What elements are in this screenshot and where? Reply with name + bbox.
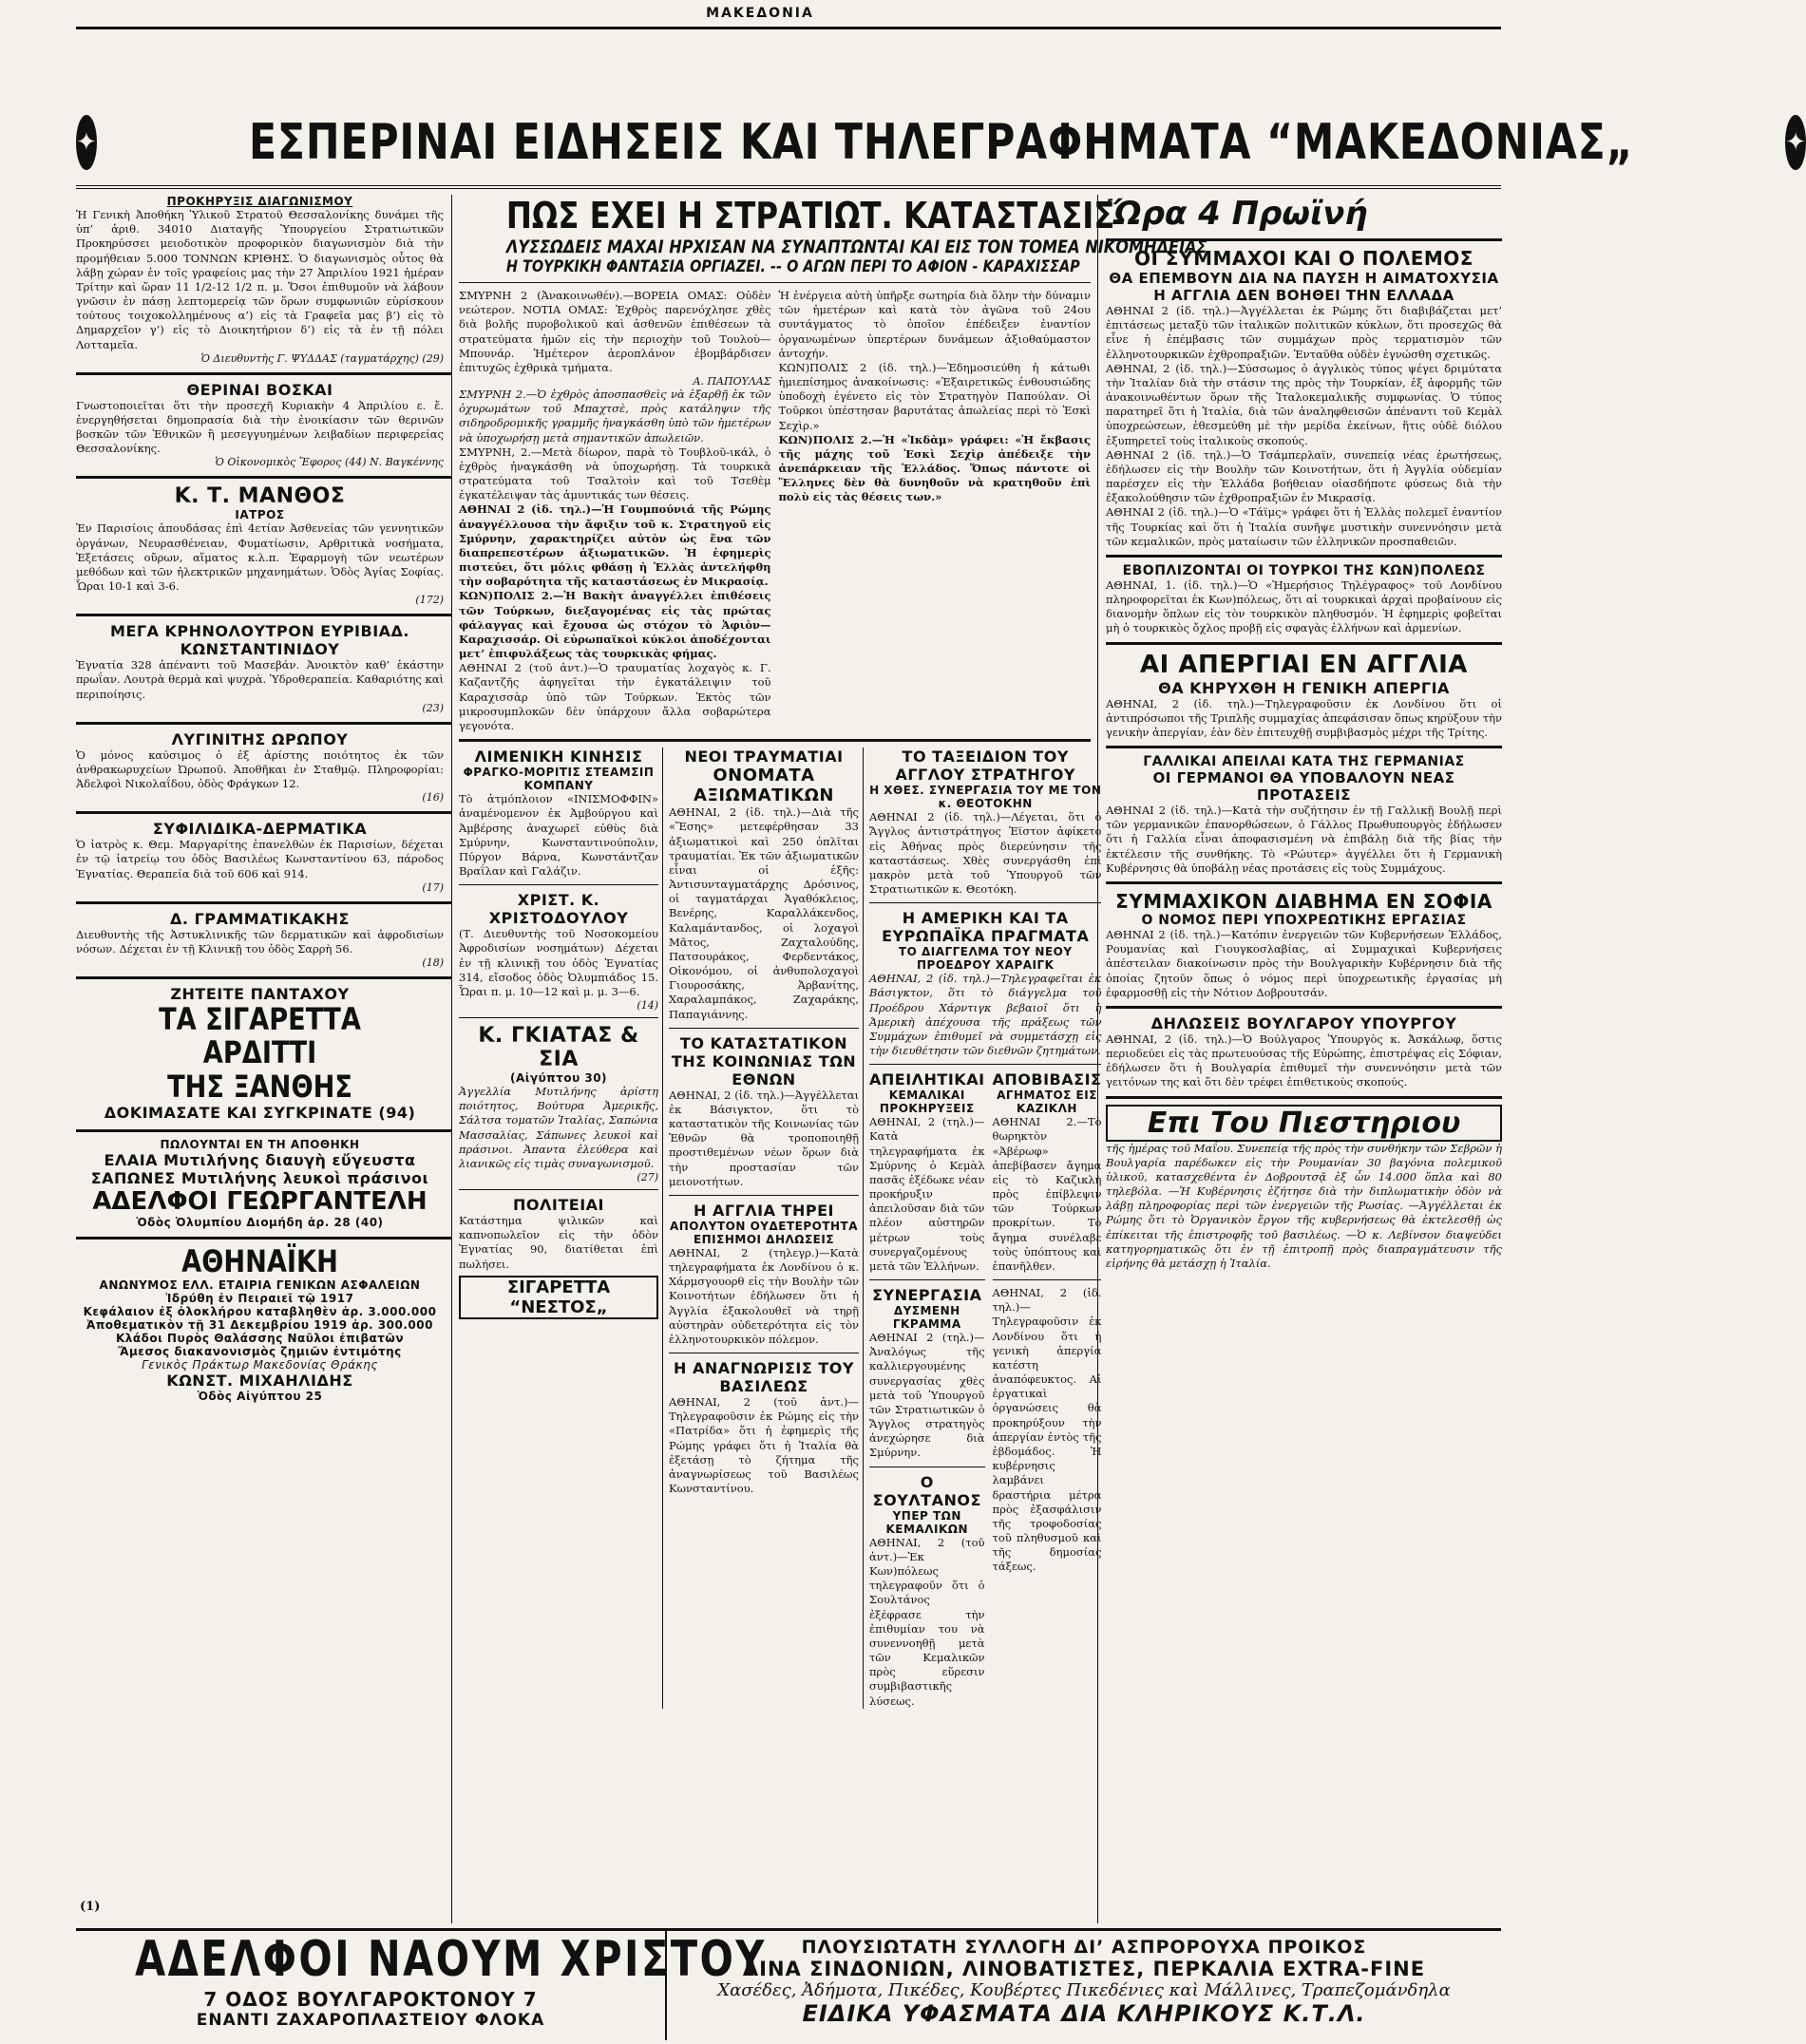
cig-l3: ΔΟΚΙΜΑΣΑΤΕ ΚΑΙ ΣΥΓΚΡΙΝΑΤΕ (94) — [104, 1103, 416, 1122]
olive-addr: Ὁδὸς Ὀλυμπίου Διομήδη ἀρ. 28 (40) — [136, 1215, 384, 1229]
masthead: ΜΑΚΕΔΟΝΙΑ — [706, 6, 814, 21]
syphilis-body: Ὁ ἰατρὸς κ. Θεμ. Μαργαρίτης ἐπανελθὼν ἐκ Παρισίων, δέχεται ἐν τῷ ἰατρείῳ του ὁδὸς Βασιλέως Κωνσταντίνου 63, πάροδος Ἐγνατίας. Θεραπεία διὰ τοῦ 606 καὶ 914. — [76, 838, 444, 880]
notice-body: Ἡ Γενικὴ Ἀποθήκη Ὑλικοῦ Στρατοῦ Θεσσαλονίκης δυνάμει τῆς ὑπ’ ἀριθ. 34010 Διαταγῆς Ὑπουργείου Στρατιωτικῶν Προκηρύσσει μειοδοτικὸν προφορικὸν διαγωνισμὸν διὰ τὴν προμήθειαν 5.000 ΤΟΝΝΩΝ ΚΡΙΘΗΣ. Ὁ διαγωνισμὸς οὗτος θὰ λάβῃ χώραν ἐν τοῖς γραφείοις μας τὴν 27 Ἀπριλίου 1921 ἡμέραν Τρίτην καὶ ὥραν 11 1/2-12 1/2 π. μ. Ὅσοι ἐπιθυμοῦν νὰ λάβουν γνῶσιν ἐν πάσῃ λεπτομερείᾳ τῶν ὅρων συμφωνιῶν εὑρίσκουν τούτους τοιχοκολλημένους α’) εἰς τὰ Γραφεῖα μας β’) εἰς τὸ Δημαρχεῖον γ’) εἰς τὸ Διοικητήριον δ’) εἰς τὰ ἐν τῇ πόλει Λοτταμεῖα. — [76, 208, 444, 351]
ktiatas-place: (Αἰγύπτου 30) — [509, 1071, 608, 1086]
bulgarian-body: ΑΘΗΝΑΙ, 2 (ἰδ. τηλ.)—Ὁ Βούλγαρος Ὑπουργὸς κ. Ἀσκάλωφ, ὅστις περιοδεύει εἰς τὰς πρωτευούσας τῆς Εὐρώπης, ἐπιστρέψας εἰς Σόφιαν, ἐδήλωσεν ὅτι ἡ Βουλγαρία ἐπιθυμεῖ τὴν συνεννόησιν μετὰ τῶν γειτόνων της καὶ ὅτι δὲν τρέφει ἐπιθετικοὺς σκοπούς. — [1106, 1031, 1502, 1089]
england-body: ΑΘΗΝΑΙ, 2 (τηλεγρ.)—Κατὰ τηλεγραφήματα ἐκ Λονδίνου ὁ κ. Χάρμσγουορθ εἰς τὴν Βουλὴν τῶν Κοινοτήτων ἐδήλωσεν ὅτι ἡ Ἀγγλία ἐξακολουθεῖ νὰ τηρῇ αὐστηρὰν οὐδετερότητα εἰς τὸν ἑλληνοτουρκικὸν πόλεμον. — [669, 1245, 859, 1346]
war-p4: ΑΘΗΝΑΙ 2 (ἰδ. τηλ.)—Ὁ «Τάϊμς» γράφει ὅτι ἡ Ἑλλὰς πολεμεῖ ἐναντίον τῆς Τουρκίας καὶ ὅτι ἡ Ἰταλία συνῆψε μυστικὴν συνεννόησιν μετὰ τῶν κεμαλικῶν, πρὸς ματαίωσιν τῶν ἑλληνικῶν προσπαθειῶν. — [1106, 505, 1502, 548]
war-p3: ΑΘΗΝΑΙ 2 (ἰδ. τηλ.)—Ὁ Τσάμπερλαϊν, συνεπείᾳ νέας ἐρωτήσεως, ἐδήλωσεν εἰς τὴν Βουλὴν τῶν Κοινοτήτων, ὅτι ἡ Ἀγγλία οὐδεμίαν παρέσχεν εἰς τὴν Ἑλλάδα βοήθειαν οἰασδήποτε φύσεως διὰ τὴν ἐξακολούθησιν τῶν ἐχθροπραξιῶν ἐν Μικρασίᾳ. — [1106, 447, 1502, 505]
notice-heading: ΠΡΟΚΗΡΥΞΙΣ ΔΙΑΓΩΝΙΣΜΟΥ — [166, 195, 353, 208]
olive-top: ΠΩΛΟΥΝΤΑΙ ΕΝ ΤΗ ΑΠΟΘΗΚΗ — [160, 1137, 360, 1151]
lower-col-2 — [669, 748, 864, 1709]
athinaiki-capital: Κεφάλαιον ἐξ ὁλοκλήρου καταβληθὲν ἀρ. 3.000.000 — [83, 1304, 437, 1318]
harbor-title: ΛΙΜΕΝΙΚΗ ΚΙΝΗΣΙΣ — [474, 748, 643, 766]
hydro-ad — [76, 622, 451, 714]
kemal-body: ΑΘΗΝΑΙ, 2 (τηλ.)—Κατὰ τηλεγραφήματα ἐκ Σμύρνης ὁ Κεμὰλ πασᾶς ἐξέδωκε νέαν προκήρυξιν ἀπειλοῦσαν διὰ τῶν πλέον αὐστηρῶν μέτρων τοὺς συνεργαζομένους μετὰ τῶν Ἑλλήνων. — [869, 1115, 985, 1273]
banner-title: ΕΣΠΕΡΙΝΑΙ ΕΙΔΗΣΕΙΣ ΚΑΙ ΤΗΛΕΓΡΑΦΗΜΑΤΑ “ΜΑΚΕΔΟΝΙΑΣ„ — [248, 114, 1634, 171]
footer-right — [667, 1931, 1501, 2040]
oropos-body: Ὁ μόνος καύσιμος ὁ ἐξ ἀρίστης ποιότητος ἐκ τῶν ἀνθρακωρυχείων Ὠρωποῦ. Ἀποθῆκαι ἐν Σταθμῷ. Πληροφορίαι: Ἀδελφοὶ Νικολαΐδου, ὁδὸς Φράγκων 12. — [76, 748, 444, 791]
footer-left-sub: ΕΝΑΝΤΙ ΖΑΧΑΡΟΠΛΑΣΤΕΙΟΥ ΦΛΟΚΑ — [196, 2011, 545, 2030]
press-title: Επι Του Πιεστηριου — [1106, 1105, 1502, 1142]
manthos-ad — [76, 484, 451, 606]
apovivasis-title: ΑΠΟΒΙΒΑΣΙΣ — [992, 1070, 1102, 1089]
athinaiki-addr: Ὁδὸς Αἰγύπτου 25 — [197, 1389, 323, 1403]
olive-l1: ΕΛΑΙΑ Μυτιλήνης διαυγὴ εὔγευστα — [104, 1150, 416, 1169]
manthos-num: (172) — [415, 594, 444, 607]
footer-left — [76, 1931, 767, 2040]
england-sub2: ΕΠΙΣΗΜΟΙ ΔΗΛΩΣΕΙΣ — [693, 1232, 835, 1246]
athinaiki-sub: ΑΝΩΝΥΜΟΣ ΕΛΛ. ΕΤΑΙΡΙΑ ΓΕΝΙΚΩΝ ΑΣΦΑΛΕΙΩΝ — [99, 1278, 421, 1292]
center-lower — [459, 748, 1102, 1709]
oropos-num: (16) — [422, 791, 444, 804]
apovivasis-sub: ΑΓΗΜΑΤΟΣ ΕΙΣ ΚΑΖΙΚΛΗ — [997, 1088, 1097, 1116]
syphilis-num: (17) — [422, 880, 444, 894]
banner — [76, 100, 1806, 189]
america-title: Η ΑΜΕΡΙΚΗ ΚΑΙ ΤΑ ΕΥΡΩΠΑΪΚΑ ΠΡΑΓΜΑΤΑ — [882, 909, 1090, 946]
center-sub2: Η ΤΟΥΡΚΙΚΗ ΦΑΝΤΑΣΙΑ ΟΡΓΙΑΖΕΙ. -- Ο ΑΓΩΝ ΠΕΡΙ ΤΟ ΑΦΙΟΝ - ΚΑΡΑΧΙΣΣΑΡ — [505, 257, 1080, 276]
ktiatas-body: Ἀγγελλία Μυτιλήνης ἀρίστη ποιότητος, Βούτυρα Ἀμερικῆς, Σάλτσα τοματῶν Ἰταλίας, Σαπώνια Μασσαλίας, Σάπωνες λευκοὶ καὶ πράσινοι. Ἀπαντα ἐλεύθερα καὶ λιανικῶς εἰς τιμὰς συναγωνισμοῦ. — [459, 1085, 658, 1170]
sultan-title: Ο ΣΟΥΛΤΑΝΟΣ — [872, 1472, 981, 1509]
polit-cig: ΣΙΓΑΡΕΤΤΑ “ΝΕΣΤΟΣ„ — [459, 1276, 658, 1319]
sofia-body: ΑΘΗΝΑΙ 2 (ἰδ. τηλ.)—Κατόπιν ἐνεργειῶν τῶν Κυβερνήσεων Ἑλλάδος, Ρουμανίας καὶ Γιουγκοσλαβίας, αἱ Συμμαχικαὶ Κυβερνήσεις ἀπέστειλαν διακοίνωσιν πρὸς τὴν Βουλγαρικὴν Κυβέρνησιν διὰ τῆς ὁποίας ζητοῦν ὅπως ὁ νόμος περὶ ὑποχρεωτικῆς ἐργασίας μὴ ἐφαρμοσθῇ εἰς τὴν Νότιον Δοβρουτσάν. — [1106, 927, 1502, 999]
col-left-text: ΣΜΥΡΝΗ, 2.—Μετὰ δίωρον, παρὰ τὸ Τουβλοῦ-ικάλ, ὁ ἐχθρὸς ἠναγκάσθη νὰ ὑποχωρήσῃ. Τὰ τουρκικὰ στρατεύματα τοῦ Τσαλτοὶν καὶ τοῦ Τσεθὲμ ἐγκατέλειψαν τὰς ἀμυντικάς των θέσεις. — [459, 445, 771, 502]
mini-two — [869, 1070, 1101, 1709]
strikes-title: ΑΙ ΑΠΕΡΓΙΑΙ ΕΝ ΑΓΓΛΙΑ — [1140, 650, 1468, 679]
strikes-sub: ΘΑ ΚΗΡΥΧΘΗ Η ΓΕΝΙΚΗ ΑΠΕΡΓΙΑ — [1158, 678, 1450, 697]
athinaiki-ad — [76, 1242, 451, 1403]
gramm-title: Δ. ΓΡΑΜΜΑΤΙΚΑΚΗΣ — [170, 909, 350, 928]
footer-right-l1: ΠΛΟΥΣΙΩΤΑΤΗ ΣΥΛΛΟΓΗ ΔΙ’ ΑΣΠΡΟΡΟΥΧΑ ΠΡΟΙΚΟΣ — [801, 1937, 1367, 1958]
center-column — [459, 195, 1207, 1923]
pastures-section — [76, 381, 451, 469]
emblem-right-icon: ✦ — [1785, 115, 1806, 170]
hydro-title: ΜΕΓΑ ΚΡΗΝΟΛΟΥΤΡΟΝ ΕΥΡΙΒΙΑΔ. ΚΩΝΣΤΑΝΤΙΝΙΔΟΥ — [110, 622, 409, 659]
right-column — [1097, 195, 1502, 1923]
athinaiki-title: ΑΘΗΝΑΪΚΗ — [181, 1242, 338, 1279]
bulgarian-title: ΔΗΛΩΣΕΙΣ ΒΟΥΛΓΑΡΟΥ ΥΠΟΥΡΓΟΥ — [1150, 1013, 1457, 1032]
footer-right-l3: Χασέδες, Ἀδήμοτα, Πικέδες, Κουβέρτες Πικεδένιες καὶ Μάλλινες, Τραπεζομάνδηλα — [717, 1980, 1451, 2000]
honors-body: ΑΘΗΝΑΙ, 2 (τοῦ ἀντ.)—Τηλεγραφοῦσιν ἐκ Ρώμης εἰς τὴν «Πατρίδα» ὅτι ἡ ἐφημερὶς τῆς Ρώμης γράφει ὅτι ἡ Ἰταλία θὰ ἐξετάσῃ τὸ ζήτημα τῆς ἀναγνωρίσεως τοῦ Βασιλέως Κωνσταντίνου. — [669, 1395, 859, 1496]
hour-title: Ὥρα 4 Πρωϊνή — [1106, 195, 1368, 233]
footer-ad — [76, 1928, 1501, 2040]
hydro-num: (23) — [422, 701, 444, 714]
athinaiki-branches: Κλάδοι Πυρὸς Θαλάσσης Ναῦλοι ἐπιβατῶν — [115, 1331, 405, 1345]
coop-sub: ΔΥΣΜΕΝΗ ΓΚΡΑΜΜΑ — [892, 1304, 961, 1332]
syphilis-ad — [76, 820, 451, 894]
lower-col-1 — [459, 748, 663, 1709]
cig-ask: ΖΗΤΕΙΤΕ ΠΑΝΤΑΧΟΥ — [170, 985, 350, 1004]
center-main-story — [459, 289, 1091, 733]
england-sub: ΑΠΟΛΥΤΟΝ ΟΥΔΕΤΕΡΟΤΗΤΑ — [669, 1219, 859, 1233]
manthos-body: Ἐν Παρισίοις ἀπουδάσας ἐπὶ 4ετίαν Ἀσθενείας τῶν γεννητικῶν ὀργάνων, Νευρασθένειαν, Φυματίωσιν, Αρθριτικὰ νοσήματα, Ἐξετάσεις οὔρων, αἵματος κ.λ.π. Ἐφαρμογὴ τῶν νεωτέρων μεθόδων καὶ τῶν ἠλεκτρικῶν μηχανημάτων. Ὁδὸς Ἀγίας Σοφίας. Ὧραι 10-1 καὶ 3-6. — [76, 521, 444, 594]
para7: ΚΩΝ)ΠΟΛΙΣ 2.—Ἡ «Ἰκδὰμ» γράφει: «Ἡ ἔκβασις τῆς μάχης τοῦ Ἐσκὶ Σεχὶρ ἀπέδειξε τὴν ἀνεπάρκειαν τῆς Ἑλλάδος. Ὅπως πάντοτε οἱ Ἕλληνες δὲν θὰ δυνηθοῦν νὰ κρατηθοῦν ἐπὶ πολὺ εἰς τὰς θέσεις των.» — [778, 432, 1091, 504]
athinaiki-claims: Ἄμεσος διακανονισμὸς ζημιῶν ἐντιμότης — [118, 1344, 402, 1358]
wounded-body: ΑΘΗΝΑΙ, 2 (ἰδ. τηλ.)—Διὰ τῆς «Ἕσης» μετεφέρθησαν 33 ἀξιωματικοὶ καὶ 250 ὁπλῖται τραυματίαι. Ἐκ τῶν ἀξιωματικῶν εἶναι οἱ ἑξῆς: Ἀντισυνταγματάρχης Δρόσινος, οἱ ταγματάρχαι Ἀγαθόκλειος, Βενέρης, Καραλλάκενδος, Καλαμάντανδος, οἱ λοχαγοὶ Μᾶτος, Ζαχταλούδης, Πατσουράκος, Φερδεντάκος, Οἰκονόμου, οἱ ἀνθυπολοχαγοὶ Γιουροσάκης, Ἀρβανίτης, Χαραλαμπάκος, Ζαχαράκης, Παπαγιάννης. — [669, 805, 859, 1021]
coop-title: ΣΥΝΕΡΓΑΣΙΑ — [872, 1286, 982, 1305]
war-title: ΟΙ ΣΥΜΜΑΧΟΙ ΚΑΙ Ο ΠΟΛΕΜΟΣ — [1134, 247, 1473, 270]
olive-brand: ΑΔΕΛΦΟΙ ΓΕΩΡΓΑΝΤΕΛΗ — [92, 1186, 428, 1216]
oropos-ad — [76, 730, 451, 804]
gramm-ad — [76, 910, 451, 969]
ktiatas-num: (27) — [637, 1171, 658, 1184]
para3: ΑΘΗΝΑΙ 2 (ἰδ. τηλ.)—Ἡ Γουμπούνιά τῆς Ρώμης ἀναγγέλλουσα τὴν ἄφιξιν τοῦ κ. Στρατηγοῦ εἰς Σμύρνην, χαρακτηρίζει αὐτὸν ὡς ἕνα τῶν διαπρεπεστέρων ἀξιωματικῶν. Ἡ ἐφημερὶς πιστεύει, ὅτι μόλις φθάσῃ ἡ Ἑλλὰς ἀντελήφθη τὴν σοβαρότητα τῆς καταστάσεως ἐν Μικρασίᾳ. — [459, 502, 771, 589]
pastures-body: Γνωστοποιεῖται ὅτι τὴν προσεχῆ Κυριακὴν 4 Ἀπριλίου ε. ἔ. ἐνεργηθήσεται δημοπρασία διὰ τὴν ἐνοικίασιν τῶν θερινῶν βοσκῶν τῶν Ἐθνικῶν ἢ μεσεγγυημένων λειβαδίων περιφερείας Θεσσαλονίκης. — [76, 398, 444, 456]
polit-body: Κατάστημα ψιλικῶν καὶ καπνοπωλεῖον εἰς τὴν ὁδὸν Ἐγνατίας 90, διατίθεται ἐπὶ πωλήσει. — [459, 1214, 658, 1271]
harbor-agentbody: (Τ. Διευθυντὴς τοῦ Νοσοκομείου Ἀφροδισίων νοσημάτων) Δέχεται ἐν τῇ κλινικῇ του ὁδὸς Ἐγνατίας 314, εἴσοδος ὁδὸς Ὀλυμπιάδος 15. Ὧραι π. μ. 10—12 καὶ μ. μ. 3—6. — [459, 927, 658, 998]
strike-more: ΑΘΗΝΑΙ, 2 (ἰδ. τηλ.)—Τηλεγραφοῦσιν ἐκ Λονδίνου ὅτι ἡ γενικὴ ἀπεργία κατέστη ἀναπόφευκτος. Αἱ ἐργατικαὶ ὀργανώσεις θὰ προκηρύξουν τὴν ἀπεργίαν ἐντὸς τῆς ἑβδομάδος. Ἡ κυβέρνησις λαμβάνει δραστήρια μέτρα πρὸς ἐξασφάλισιν τῆς τροφοδοσίας τοῦ πληθυσμοῦ καὶ τῆς δημοσίας τάξεως. — [992, 1286, 1102, 1574]
footer-right-l4: ΕΙΔΙΚΑ ΥΦΑΣΜΑΤΑ ΔΙΑ ΚΛΗΡΙΚΟΥΣ Κ.Τ.Λ. — [802, 2000, 1366, 2027]
center-headline: ΠΩΣ ΕΧΕΙ Η ΣΤΡΑΤΙΩΤ. ΚΑΤΑΣΤΑΣΙΣ — [505, 195, 1115, 237]
cig-l2: ΤΗΣ ΞΑΝΘΗΣ — [167, 1068, 352, 1105]
top-rule — [76, 27, 1501, 29]
hydro-body: Ἐγνατία 328 ἀπέναντι τοῦ Μασεβάν. Ἀνοικτὸν καθ’ ἑκάστην πρωΐαν. Λουτρὰ θερμὰ καὶ ψυχρὰ. Ὑδροθεραπεία. Καθαριότης καὶ περιποίησις. — [76, 658, 444, 701]
kpoli-body: ΑΘΗΝΑΙ, 1. (ἰδ. τηλ.)—Ὁ «Ἡμερήσιος Τηλέγραφος» τοῦ Λονδίνου πληροφορεῖται ἐκ Κων)πόλεως, ὅτι αἱ τουρκικαὶ ἀρχαὶ προβαίνουν εἰς διανομὴν ὅπλων εἰς τὸν τουρκικὸν πληθυσμόν. Ἡ ἐφημερὶς φοβεῖται μὴ ὁ τουρκικὸς ὄχλος προβῇ εἰς σφαγὰς ἑλλήνων καὶ ἀρμενίων. — [1106, 577, 1502, 635]
apovivasis-body: ΑΘΗΝΑΙ 2.—Τὸ θωρηκτὸν «Ἀβέρωφ» ἀπεβίβασεν ἄγημα εἰς τὸ Καζικλὴ πρὸς ἐπίβλεψιν τῶν Τούρκων προκρίτων. Τὸ ἄγημα συνέλαβε τοὺς ὑπόπτους καὶ ἐπανῆλθεν. — [992, 1115, 1102, 1273]
emblem-left-icon: ✦ — [76, 115, 97, 170]
col-right-text: Ἡ ἐνέργεια αὐτὴ ὑπῆρξε σωτηρία διὰ ὅλην τὴν δύναμιν τῶν ἡμετέρων καὶ κατὰ τὸν ἀγῶνα τοῦ 24ου συντάγματος τὸ ὁποῖον ἐπέδειξεν ἐναντίον ὀργανωμένων ὑπερτέρων δυνάμεων ἀξιοθαύμαστον ἀντοχήν. — [778, 289, 1091, 360]
para1: ΣΜΥΡΝΗ 2 (Ἀνακοινωθέν).—ΒΟΡΕΙΑ ΟΜΑΣ: Οὐδὲν νεώτερον. ΝΟΤΙΑ ΟΜΑΣ: Ἐχθρὸς παρενόχλησε χθὲς διὰ βολῆς πυροβολικοῦ καὶ ἀσθενῶν ἐπιθέσεων τὰ στρατεύματα ἡμῶν εἰς τὴν περιοχὴν τοῦ Τουλοὺ—Μπουνάρ. Ἡμέτερον ἀεροπλάνον ἐβομβάρδισεν ἐπιτυχῶς ἐχθρικὰ τμήματα. — [459, 289, 771, 374]
ktiatas-title: Κ. ΓΚΙΑΤΑΣ & ΣΙΑ — [478, 1024, 639, 1072]
oropos-title: ΛΥΓΙΝΙΤΗΣ ΩΡΩΠΟΥ — [171, 729, 349, 748]
general-body: ΑΘΗΝΑΙ 2 (ἰδ. τηλ.)—Λέγεται, ὅτι ὁ Ἄγγλος ἀντιστράτηγος Ἐϊστον ἀφίκετο εἰς Ἀθήνας πρὸς διερεύνησιν τῆς καταστάσεως. Χθὲς συνεργάσθη ἐπὶ μακρὸν μετὰ τοῦ Ὑπουργοῦ τῶν Στρατιωτικῶν κ. Θεοτόκη. — [869, 810, 1102, 897]
notice-section — [76, 195, 451, 365]
germany-body: ΑΘΗΝΑΙ 2 (ἰδ. τηλ.)—Κατὰ τὴν συζήτησιν ἐν τῇ Γαλλικῇ Βουλῇ περὶ τῶν γερμανικῶν ἐπανορθώσεων, ὁ Γάλλος Πρωθυπουργὸς ἐδήλωσεν ὅτι ἡ Γαλλία εἶναι ἀποφασισμένη νὰ ἐπιβάλῃ διὰ τῆς βίας τὴν ἐκτέλεσιν τῆς συνθήκης. Τὸ «Ρώυτερ» ἀγγέλλει ὅτι ἡ Γερμανικὴ Κυβέρνησις θὰ ὑποβάλῃ νέας προτάσεις εἰς τοὺς Συμμάχους. — [1106, 804, 1502, 875]
press-body: τῆς ἡμέρας τοῦ Μαΐου. Συνεπείᾳ τῆς πρὸς τὴν συνθήκην τῶν Σεβρῶν ἡ Βουλγαρία παρέδωκεν εἰς τὴν Ρουμανίαν 30 βαγόνια πολεμικοῦ ὑλικοῦ, κατασχεθέντα ἐν Δοβρουτσᾷ ἐξ ὧν 14.000 ὅπλα καὶ 80 τηλεβόλα. —Ἡ Κυβέρνησις ἐζήτησε διὰ τὴν διπλωματικὴν ὁδὸν νὰ λάβῃ πληροφορίας περὶ τῶν ἐνεργειῶν τῆς Ρωσίας. —Ἀγγέλλεται ἐκ Ρώμης ὅτι τὸ Ὀργανικὸν ἔργον τῆς κυβερνήσεως θὰ ἐκτελεσθῇ ὡς ἐπίκειται τῆς ἐπιστροφῆς τοῦ βασιλέως. —Ὁ κ. Λεβίνσον διαψεύδει κατηγορηματικῶς ὅτι ἐν τῇ ἐπιτροπῇ πρὸς διαπραγμάτευσιν τῆς εἰρήνης θὰ μετάσχῃ ἡ Ἰταλία. — [1106, 1141, 1502, 1270]
para4: ΚΩΝ)ΠΟΛΙΣ 2.—Ἡ Βακὴτ ἀναγγέλλει ἐπιθέσεις τῶν Τούρκων, διεξαγομένας εἰς τὰς πρώτας φάλαγγας καὶ ἔχουσα ὡς στόχον τὸ Ἀφιὸν—Καραχισσάρ. Οἱ εὐρωπαϊκοὶ κύκλοι ἀποδέχονται μετ’ ἐπιφυλάξεως τὰς τουρκικὰς φήμας. — [459, 589, 771, 661]
war-sub1: ΘΑ ΕΠΕΜΒΟΥΝ ΔΙΑ ΝΑ ΠΑΥΣΗ Η ΑΙΜΑΤΟΧΥΣΙΑ — [1109, 270, 1499, 287]
athinaiki-reserve: Ἀποθεματικὸν τῇ 31 Δεκεμβρίου 1919 ἀρ. 300.000 — [86, 1317, 433, 1332]
england-title: Η ΑΓΓΛΙΑ ΤΗΡΕΙ — [694, 1201, 834, 1220]
page-number: (1) — [80, 1900, 101, 1914]
sultan-body: ΑΘΗΝΑΙ, 2 (τοῦ ἀντ.)—Ἐκ Κων)πόλεως τηλεγραφοῦν ὅτι ὁ Σουλτάνος ἐξέφρασε τὴν ἐπιθυμίαν του νὰ συνεννοηθῇ μετὰ τῶν Κεμαλικῶν πρὸς εὕρεσιν συμβιβαστικῆς λύσεως. — [869, 1535, 985, 1708]
para5: ΑΘΗΝΑΙ 2 (τοῦ ἀντ.)—Ὁ τραυματίας λοχαγὸς κ. Γ. Καζαντζῆς ἀφηγεῖται τὴν ἐγκατάλειψιν τοῦ Καραχισσὰρ ὑπὸ τῶν Τούρκων. Ἐκτὸς τῶν μικροσυμπλοκῶν δὲν ὑπάρχουν ἄλλα σοβαρώτερα γεγονότα. — [459, 661, 771, 732]
center-sub1: ΛΥΣΣΩΔΕΙΣ ΜΑΧΑΙ ΗΡΧΙΣΑΝ ΝΑ ΣΥΝΑΠΤΩΝΤΑΙ ΚΑΙ ΕΙΣ ΤΟΝ ΤΟΜΕΑ ΝΙΚΟΜΗΔΕΙΑΣ — [505, 237, 1207, 257]
manthos-title: ΙΑΤΡΟΣ — [235, 508, 285, 522]
athinaiki-founded: Ἱδρύθη ἐν Πειραιεῖ τῷ 1917 — [165, 1291, 354, 1305]
footer-left-big: ΑΔΕΛΦΟΙ ΝΑΟΥΜ ΧΡΙΣΤΟΥ — [135, 1931, 767, 1988]
cig-l1: ΤΑ ΣΙΓΑΡΕΤΤΑ ΑΡΔΙΤΤΙ — [159, 1001, 361, 1071]
general-title: ΤΟ ΤΑΞΕΙΔΙΟΝ ΤΟΥ ΑΓΓΛΟΥ ΣΤΡΑΤΗΓΟΥ — [895, 748, 1075, 785]
general-sub: Η ΧΘΕΣ. ΣΥΝΕΡΓΑΣΙΑ ΤΟΥ ΜΕ ΤΟΝ κ. ΘΕΟΤΟΚΗΝ — [869, 784, 1102, 811]
sofia-title: ΣΥΜΜΑΧΙΚΟΝ ΔΙΑΒΗΜΑ ΕΝ ΣΟΦΙΑ — [1115, 889, 1492, 913]
left-column — [76, 195, 452, 1923]
notice-signature: Ὁ Διευθυντὴς Γ. ΨΥΔΔΑΣ (ταγματάρχης) (29) — [200, 351, 444, 365]
footer-left-addr: 7 ΟΔΟΣ ΒΟΥΛΓΑΡΟΚΤΟΝΟΥ 7 — [203, 1988, 538, 2011]
gramm-num: (18) — [422, 956, 444, 970]
pastures-heading: ΘΕΡΙΝΑΙ ΒΟΣΚΑΙ — [186, 380, 333, 399]
wounded-sub: ΟΝΟΜΑΤΑ ΑΞΙΩΜΑΤΙΚΩΝ — [694, 766, 834, 806]
harbor-agent: ΧΡΙΣΤ. Κ. ΧΡΙΣΤΟΔΟΥΛΟΥ — [488, 891, 629, 928]
america-sub: ΤΟ ΔΙΑΓΓΕΛΜΑ ΤΟΥ ΝΕΟΥ ΠΡΟΕΔΡΟΥ ΧΑΡΑΙΓΚ — [898, 945, 1073, 973]
gramm-body: Διευθυντὴς τῆς Ἀστυκλινικῆς τῶν δερματικῶν καὶ ἀφροδισίων νόσων. Δέχεται ἐν τῇ Κλινικῇ του ὁδὸς Σαρρὴ 56. — [76, 927, 444, 956]
kemal-title: ΑΠΕΙΛΗΤΙΚΑΙ — [869, 1070, 985, 1089]
sofia-sub: Ο ΝΟΜΟΣ ΠΕΡΙ ΥΠΟΧΡΕΩΤΙΚΗΣ ΕΡΓΑΣΙΑΣ — [1141, 912, 1467, 928]
athinaiki-name: ΚΩΝΣΤ. ΜΙΧΑΗΛΙΔΗΣ — [166, 1371, 353, 1390]
cigarette-ad — [76, 985, 451, 1122]
kpoli-title: ΕΒΟΠΛΙΖΟΝΤΑΙ ΟΙ ΤΟΥΡΚΟΙ ΤΗΣ ΚΩΝ)ΠΟΛΕΩΣ — [1122, 562, 1486, 578]
harbor-num: (14) — [637, 999, 658, 1013]
strikes-body: ΑΘΗΝΑΙ, 2 (ἰδ. τηλ.)—Τηλεγραφοῦσιν ἐκ Λονδίνου ὅτι οἱ ἀντιπρόσωποι τῆς Τριπλῆς συμμαχίας ἀπεφάσισαν ὅπως κηρύξουν τὴν γενικὴν ἀπεργίαν, ἐὰν δὲν ἐπιτευχθῇ συμβιβασμὸς μέχρι τῆς Τρίτης. — [1106, 696, 1502, 739]
sig-papoulas: Α. ΠΑΠΟΥΛΑΣ — [693, 375, 771, 388]
war-p1: ΑΘΗΝΑΙ 2 (ἰδ. τηλ.)—Ἀγγέλλεται ἐκ Ρώμης ὅτι διαβιβάζεται μετ’ ἐπιτάσεως μεταξὺ τῶν ἰταλικῶν πολιτικῶν κύκλων, ὅτι προσεχῶς θὰ εἶνε ἡ ἐπέμβασις τῶν συμμάχων πρὸς τερματισμὸν τῶν ἑλληνοτουρκικῶν ἐχθροπραξιῶν. Ἐνταῦθα οὐδὲν ἐγνώσθη σχετικῶς. — [1106, 304, 1502, 361]
germany-sub: ΟΙ ΓΕΡΜΑΝΟΙ ΘΑ ΥΠΟΒΑΛΟΥΝ ΝΕΑΣ ΠΡΟΤΑΣΕΙΣ — [1152, 769, 1455, 804]
coop-body: ΑΘΗΝΑΙ 2 (τηλ.)—Ἀναλόγως τῆς καλλιεργουμένης συνεργασίας χθὲς μετὰ τοῦ Ὑπουργοῦ τῶν Στρατιωτικῶν ὁ Ἄγγλος στρατηγὸς ἀνεχώρησε διὰ Σμύρνην. — [869, 1331, 985, 1460]
para2: ΣΜΥΡΝΗ 2.—Ὁ ἐχθρὸς ἀποσπασθεὶς νὰ ἐξαρθῇ ἐκ τῶν ὀχυρωμάτων τοῦ Μπαχτσὲ, πρὸς κατάληψιν τῆς σιδηροδρομικῆς γραμμῆς ἠναγκάσθη ὑπὸ τῶν ἡμετέρων νὰ ὑποχωρήσῃ μετὰ σημαντικῶν ἀπωλειῶν. — [459, 388, 771, 445]
pastures-signature: Ὁ Οἰκονομικὸς Ἔφορος (44) Ν. Βαγκέννης — [215, 456, 444, 469]
league-body: ΑΘΗΝΑΙ, 2 (ἰδ. τηλ.)—Ἀγγέλλεται ἐκ Βάσιγκτον, ὅτι τὸ καταστατικὸν τῆς Κοινωνίας τῶν Ἐθνῶν θὰ τροποποιηθῇ προστιθεμένων νέων ὅρων διὰ τὴν προστασίαν τῶν μειονοτήτων. — [669, 1088, 859, 1188]
america-body: ΑΘΗΝΑΙ, 2 (ἰδ. τηλ.)—Τηλεγραφεῖται ἐκ Βάσιγκτον, ὅτι τὸ διάγγελμα τοῦ Προέδρου Χάρντιγκ βεβαιοῖ ὅτι ἡ Ἀμερικὴ ἀπέχουσα τῆς πράξεως τῶν Συμμάχων ἐπιθυμεῖ νὰ συμμετάσχῃ εἰς τὴν διευθέτησιν τῶν διεθνῶν ζητημάτων. — [869, 972, 1102, 1058]
olive-ad — [76, 1138, 451, 1229]
league-title: ΤΟ ΚΑΤΑΣΤΑΤΙΚΟΝ ΤΗΣ ΚΟΙΝΩΝΙΑΣ ΤΩΝ ΕΘΝΩΝ — [671, 1033, 857, 1088]
wounded-title: ΝΕΟΙ ΤΡΑΥΜΑΤΙΑΙ — [684, 748, 844, 766]
syphilis-title: ΣΥΦΙΛΙΔΙΚΑ-ΔΕΡΜΑΤΙΚΑ — [152, 820, 368, 839]
harbor-sub: ΦΡΑΓΚΟ-ΜΟΡΙΤΙΣ ΣΤΕΑΜΣΙΠ ΚΟΜΠΑΝΥ — [463, 766, 655, 793]
honors-title: Η ΑΝΑΓΝΩΡΙΣΙΣ ΤΟΥ ΒΑΣΙΛΕΩΣ — [674, 1359, 854, 1396]
para6: ΚΩΝ)ΠΟΛΙΣ 2 (ἰδ. τηλ.)—Ἐδημοσιεύθη ἡ κάτωθι ἡμιεπίσημος ἀνακοίνωσις: «Ἐξαιρετικῶς ἐνθουσιώδης ὑποδοχὴ ἐγένετο εἰς τὸν Στρατηγὸν Παπούλαν. Οἱ Τοῦρκοι ὑπέστησαν βαρυτάτας ἀπωλείας περὶ τὸ Ἐσκὶ Σεχὶρ.» — [778, 360, 1091, 432]
war-p2: ΑΘΗΝΑΙ, 2 (ἰδ. τηλ.)—Σύσσωμος ὁ ἀγγλικὸς τύπος ψέγει δριμύτατα τὴν Ἰταλίαν διὰ τὴν στάσιν της πρὸς τὴν Τουρκίαν, ἐξ ἀφορμῆς τῶν ἀνακοινωθέντων ὅρων τῆς Ἰταλοκεμαλικῆς συμφωνίας. Ὁ τύπος παρατηρεῖ ὅτι ἡ Ἰταλία, διὰ τῶν ἀναληφθεισῶν ἀπέναντι τοῦ Κεμὰλ ὑποχρεώσεων, ἐθεσμεύθη μὲ τὴν μερίδα ἐκείνων, ἥτις οὐδὲ διόλου ἐξυπηρετεῖ τοὺς ἰταλικοὺς σκοπούς. — [1106, 361, 1502, 447]
germany-title: ΓΑΛΛΙΚΑΙ ΑΠΕΙΛΑΙ ΚΑΤΑ ΤΗΣ ΓΕΡΜΑΝΙΑΣ — [1143, 754, 1465, 770]
harbor-body: Τὸ ἀτμόπλοιον «ΙΝΙΣΜΟΦΦΙΝ» ἀναμένομενον ἐκ Ἀμβούργου καὶ Ἀμβέρσης ἀναχωρεῖ εὐθὺς διὰ Σμύρνην, Κωνσταντινούπολιν, Πύργον Βάρνα, Κωνστάντζαν Βραΐλαν καὶ Γαλάζιν. — [459, 792, 658, 879]
sultan-sub: ΥΠΕΡ ΤΩΝ ΚΕΜΑΛΙΚΩΝ — [885, 1508, 969, 1536]
lower-col-3 — [869, 748, 1105, 1709]
manthos-name: Κ. Τ. ΜΑΝΘΟΣ — [174, 484, 346, 509]
kemal-sub: ΚΕΜΑΛΙΚΑΙ ΠΡΟΚΗΡΥΞΕΙΣ — [879, 1088, 975, 1116]
olive-l2: ΣΑΠΩΝΕΣ Μυτιλήνης λευκοὶ πράσινοι — [90, 1168, 429, 1187]
footer-right-l2: ΛΙΝΑ ΣΙΝΔΟΝΙΩΝ, ΛΙΝΟΒΑΤΙΣΤΕΣ, ΠΕΡΚΑΛΙΑ EXTRA-FINE — [742, 1958, 1426, 1980]
athinaiki-agent: Γενικὸς Πράκτωρ Μακεδονίας Θράκης — [142, 1357, 378, 1372]
war-sub2: Η ΑΓΓΛΙΑ ΔΕΝ ΒΟΗΘΕΙ ΤΗΝ ΕΛΛΑΔΑ — [1153, 287, 1454, 304]
polit-title: ΠΟΛΙΤΕΙΑΙ — [513, 1196, 604, 1215]
